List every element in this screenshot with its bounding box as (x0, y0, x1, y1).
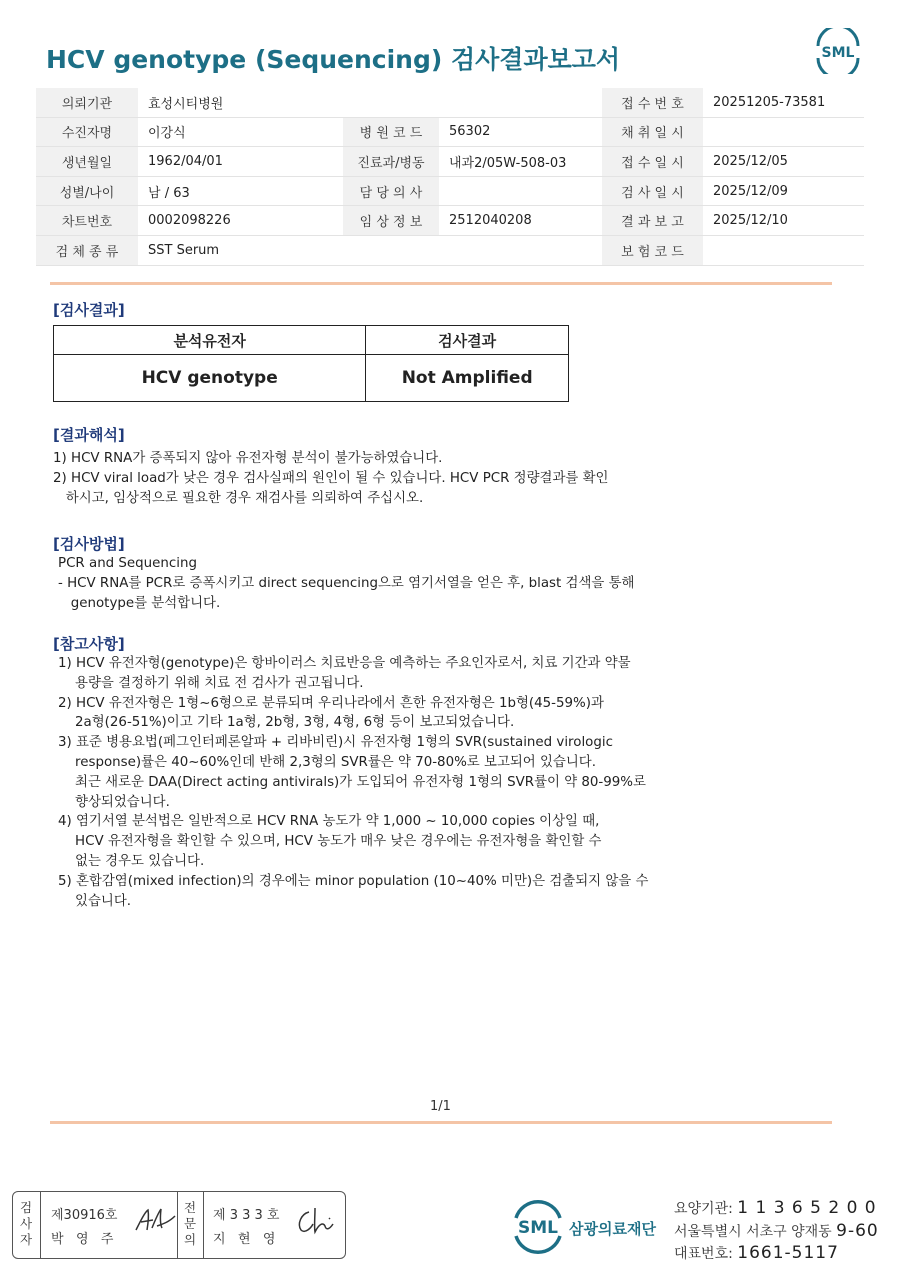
chart-number: 0002098226 (138, 206, 343, 236)
result-heading: [검사결과] (53, 301, 125, 319)
method-heading: [검사방법] (53, 535, 125, 553)
department-ward: 내과2/05W-508-03 (439, 147, 602, 177)
divider-bottom (50, 1121, 832, 1124)
notes-heading: [참고사항] (53, 635, 125, 653)
label-test-date: 검 사 일 시 (602, 176, 703, 206)
insurance-code (703, 235, 864, 265)
label-collection-date: 채 취 일 시 (602, 117, 703, 147)
address: 서울특별시 서초구 양재동 (674, 1224, 837, 1240)
result-table (53, 325, 569, 402)
attending-physician (439, 176, 602, 206)
empty-cell (343, 88, 439, 117)
examiner-label (17, 1200, 35, 1248)
interpretation-line: 하시고, 임상적으로 필요한 경우 재검사를 의뢰하여 주십시오. (53, 490, 424, 506)
label-birth-date: 생년월일 (36, 147, 138, 177)
specialist-signature (293, 1204, 339, 1238)
notes-text (58, 654, 648, 911)
received-date: 2025/12/05 (703, 147, 864, 177)
address-line (674, 1221, 879, 1241)
patient-name: 이강식 (138, 117, 343, 147)
hospital-code: 56302 (439, 117, 602, 147)
label-specimen-type: 검 체 종 류 (36, 235, 138, 265)
note-line: 최근 새로운 DAA(Direct acting antivirals)가 도입되어 유전자형 1형의 SVR률이 약 80-99%로 (58, 774, 646, 790)
empty-cell (439, 235, 602, 265)
interpretation-line: 2) HCV viral load가 낮은 경우 검사실패의 원인이 될 수 있습니다. HCV PCR 정량결과를 확인 (53, 470, 609, 486)
interpretation-heading: [결과해석] (53, 426, 125, 444)
examiner-label-char: 사 (19, 1216, 33, 1231)
note-line: 1) HCV 유전자형(genotype)은 항바이러스 치료반응을 예측하는 주요인자로서, 치료 기간과 약물 (58, 656, 631, 671)
specimen-type: SST Serum (138, 235, 343, 265)
info-row (36, 147, 864, 177)
label-accession-number: 접 수 번 호 (602, 88, 703, 117)
empty-cell (343, 235, 439, 265)
label-attending-physician: 담 당 의 사 (343, 176, 439, 206)
method-text (58, 554, 634, 613)
test-date: 2025/12/09 (703, 176, 864, 206)
info-row (36, 117, 864, 147)
note-line: 2) HCV 유전자형은 1형~6형으로 분류되며 우리나라에서 흔한 유전자형은 1b형(45-59%)과 (58, 695, 604, 711)
footer-org-name: 삼광의료재단 (569, 1220, 656, 1238)
patient-info-table (36, 88, 864, 266)
label-clinical-info: 임 상 정 보 (343, 206, 439, 236)
report-title: HCV genotype (Sequencing) 검사결과보고서 (46, 45, 621, 74)
footer-logo-text: SML (518, 1218, 558, 1238)
examiner-label-char: 자 (19, 1232, 33, 1247)
address-number: 9-60 (836, 1221, 879, 1241)
signature-box (12, 1191, 346, 1259)
footer-logo-arc-bottom (516, 1236, 560, 1252)
logo-text: SML (821, 45, 855, 61)
examiner-signature (133, 1206, 177, 1236)
specialist-label-char: 문 (183, 1216, 197, 1231)
page-number: 1/1 (430, 1099, 451, 1114)
specialist-label-char: 의 (183, 1232, 197, 1247)
interpretation-text (53, 449, 609, 508)
method-line: genotype를 분석합니다. (58, 595, 221, 611)
note-line: 5) 혼합감염(mixed infection)의 경우에는 minor population (10~40% 미만)은 검출되지 않을 수 (58, 873, 649, 889)
specialist-label-char: 전 (183, 1200, 197, 1215)
label-patient-name: 수진자명 (36, 117, 138, 147)
examiner-label-char: 검 (19, 1200, 33, 1215)
result-value: Not Amplified (366, 355, 569, 402)
note-line: response)률은 40~60%인데 반해 2,3형의 SVR률은 약 70-80%로 보고되어 있습니다. (58, 754, 596, 770)
phone-line (674, 1243, 839, 1263)
note-line: 있습니다. (58, 893, 132, 909)
result-col-gene: 분석유전자 (54, 326, 366, 355)
result-value-row (54, 355, 569, 402)
facility-code-line (674, 1198, 877, 1218)
note-line: 3) 표준 병용요법(페그인터페론알파 + 리바비린)시 유전자형 1형의 SVR(sustained virologic (58, 735, 613, 751)
divider-top (50, 282, 832, 285)
result-gene: HCV genotype (54, 355, 366, 402)
specialist-license: 제 3 3 3 호 (213, 1208, 280, 1223)
label-department-ward: 진료과/병동 (343, 147, 439, 177)
result-col-result: 검사결과 (366, 326, 569, 355)
box-divider (203, 1192, 204, 1258)
facility-code-label: 요양기관: (674, 1201, 738, 1217)
specialist-label (181, 1200, 199, 1248)
footer-logo-arc-top (516, 1202, 560, 1218)
info-row (36, 176, 864, 206)
phone-label: 대표번호: (674, 1246, 738, 1262)
label-received-date: 접 수 일 시 (602, 147, 703, 177)
report-date: 2025/12/10 (703, 206, 864, 236)
label-requesting-institution: 의뢰기관 (36, 88, 138, 117)
info-row (36, 88, 864, 117)
clinical-info: 2512040208 (439, 206, 602, 236)
note-line: 향상되었습니다. (58, 794, 170, 810)
footer-sml-logo (508, 1196, 568, 1256)
empty-cell (439, 88, 602, 117)
phone-number: 1661-5117 (737, 1243, 839, 1263)
note-line: 용량을 결정하기 위해 치료 전 검사가 권고됩니다. (58, 675, 364, 691)
facility-code: 1 1 3 6 5 2 0 0 (737, 1198, 877, 1218)
specialist-name: 지 현 영 (213, 1232, 276, 1247)
label-hospital-code: 병 원 코 드 (343, 117, 439, 147)
info-row (36, 235, 864, 265)
method-line: - HCV RNA를 PCR로 증폭시키고 direct sequencing으로 염기서열을 얻은 후, blast 검색을 통해 (58, 575, 635, 591)
sml-logo (812, 28, 864, 74)
note-line: 4) 염기서열 분석법은 일반적으로 HCV RNA 농도가 약 1,000 ~ 10,000 copies 이상일 때, (58, 814, 600, 830)
requesting-institution: 효성시티병원 (138, 88, 343, 117)
accession-number: 20251205-73581 (703, 88, 864, 117)
note-line: 2a형(26-51%)이고 기타 1a형, 2b형, 3형, 4형, 6형 등이 보고되었습니다. (58, 715, 515, 731)
label-report-date: 결 과 보 고 (602, 206, 703, 236)
logo-arc-top (818, 28, 858, 46)
label-chart-number: 차트번호 (36, 206, 138, 236)
label-sex-age: 성별/나이 (36, 176, 138, 206)
sex-age: 남 / 63 (138, 176, 343, 206)
label-insurance-code: 보 험 코 드 (602, 235, 703, 265)
method-line: PCR and Sequencing (58, 556, 197, 571)
box-divider (177, 1192, 178, 1258)
info-row (36, 206, 864, 236)
box-divider (40, 1192, 41, 1258)
note-line: 없는 경우도 있습니다. (58, 853, 205, 869)
note-line: HCV 유전자형을 확인할 수 있으며, HCV 농도가 매우 낮은 경우에는 유전자형을 확인할 수 (58, 834, 602, 850)
collection-date (703, 117, 864, 147)
examiner-name: 박 영 주 (51, 1232, 114, 1247)
birth-date: 1962/04/01 (138, 147, 343, 177)
interpretation-line: 1) HCV RNA가 증폭되지 않아 유전자형 분석이 불가능하였습니다. (53, 451, 443, 466)
examiner-license: 제30916호 (51, 1208, 118, 1223)
result-header-row (54, 326, 569, 355)
